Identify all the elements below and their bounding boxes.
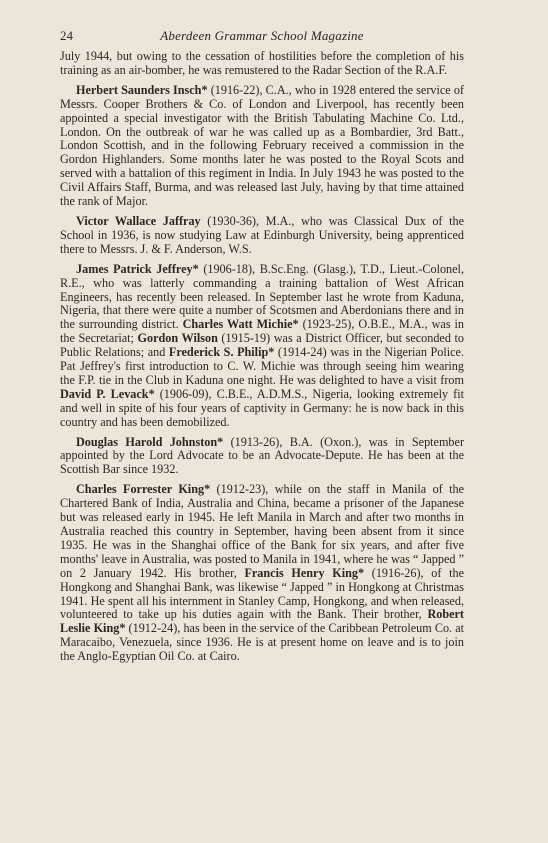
paragraph-text: (1916-22), C.A., who in 1928 entered the service of Messrs. Cooper Brothers & Co. of London and Liverpool, has recently been appointed a special investigator with the British Tabulating Machine Co. Ltd., London. On the outbreak of war he was called up as a Bombardier, 3rd Batt., London Scottish, and in the following February received a commission in the Gordon Highlanders. Some months later he was posted to the Royal Scots and served with a battalion of this regiment in India. In July 1943 he was posted to the Civil Affairs Staff, Burma, and was released last July, having by that time attained the rank of Major.	[60, 82, 464, 209]
person-name: Herbert Saunders Insch*	[76, 82, 208, 97]
page-header	[60, 28, 464, 46]
paragraph-text: (1923-25), O.B.E., M.A., was in the Secretariat;	[60, 317, 465, 346]
person-name: Douglas Harold Johnston*	[76, 434, 224, 449]
paragraph-text: (1930-36), M.A., who was Classical Dux of the School in 1936, is now studying Law at Edinburgh University, being apprenticed there to Messrs. J. & F. Anderson, W.S.	[60, 213, 464, 256]
page-number: 24	[60, 28, 73, 43]
entry-paragraph	[60, 215, 464, 257]
article-body	[60, 50, 464, 670]
paragraph-text: (1906-18), B.Sc.Eng. (Glasg.), T.D., Lieut.-Colonel, R.E., who was latterly commanding a training battalion of West African Engineers, has recently been released. In September last he wrote from Kaduna, Nigeria, that there were quite a number of Scotsmen and Aberdonians there and in the surrounding district.	[60, 261, 464, 332]
paragraph-text: July 1944, but owing to the cessation of hostilities before the completion of his training as an air-bomber, he was remustered to the Radar Section of the R.A.F.	[60, 49, 464, 77]
person-name: Charles Watt Michie*	[182, 317, 299, 332]
continued-paragraph	[60, 50, 464, 78]
paragraph-text: (1906-09), C.B.E., A.D.M.S., Nigeria, looking extremely fit and well in spite of his four years of captivity in Germany: he is now back in this country and has been demobilized.	[60, 386, 464, 429]
paragraph-text: (1913-26), B.A. (Oxon.), was in September appointed by the Lord Advocate to be an Advocate-Depute. He has been at the Scottish Bar since 1932.	[60, 434, 464, 477]
person-name: Francis Henry King*	[244, 565, 365, 580]
paragraph-text: (1915-19) was a District Officer, but seconded to Public Relations; and	[60, 331, 464, 360]
entry-paragraph	[60, 84, 464, 209]
paragraph-text: (1912-24), has been in the service of the Caribbean Petroleum Co. at Maracaibo, Venezuela, since 1936. He is at present home on leave and is to join the Anglo-Egyptian Oil Co. at Cairo.	[60, 621, 465, 664]
paragraph-text: (1916-26), of the Hongkong and Shanghai Bank, was likewise “ Japped ” in Hongkong at Christmas 1941. He spent all his internment in Stanley Camp, Hongkong, and when released, volunteered to take up his duties again with the Bank. Their brother,	[60, 565, 464, 622]
person-name: Frederick S. Philip*	[168, 345, 275, 360]
running-title: Aberdeen Grammar School Magazine	[160, 28, 364, 43]
entry-paragraph	[60, 436, 464, 478]
person-name: David P. Levack*	[60, 386, 155, 401]
person-name: Victor Wallace Jaffray	[76, 213, 201, 228]
person-name: Charles Forrester King*	[76, 482, 211, 497]
entry-paragraph	[60, 483, 464, 664]
person-name: Gordon Wilson	[137, 331, 218, 346]
entry-paragraph	[60, 263, 464, 430]
paragraph-text: (1912-23), while on the staff in Manila of the Chartered Bank of India, Australia and China, became a prisoner of the Japanese but was released early in 1945. He left Manila in March and after two months in Australia reached this country in September, having been absent from it since 1935. He was in the Shanghai office of the Bank for six years, and after five months' leave in Australia, was posted to Manila in 1941, where he was “ Japped ” on 2 January 1942. His brother,	[60, 482, 465, 580]
paragraph-text: (1914-24) was in the Nigerian Police. Pat Jeffrey's first introduction to C. W. Michie was through seeing him wearing the F.P. tie in the Club in Kaduna one night. He was delighted to have a visit from	[60, 345, 464, 387]
person-name: Robert Leslie King*	[60, 607, 464, 636]
person-name: James Patrick Jeffrey*	[76, 261, 199, 276]
